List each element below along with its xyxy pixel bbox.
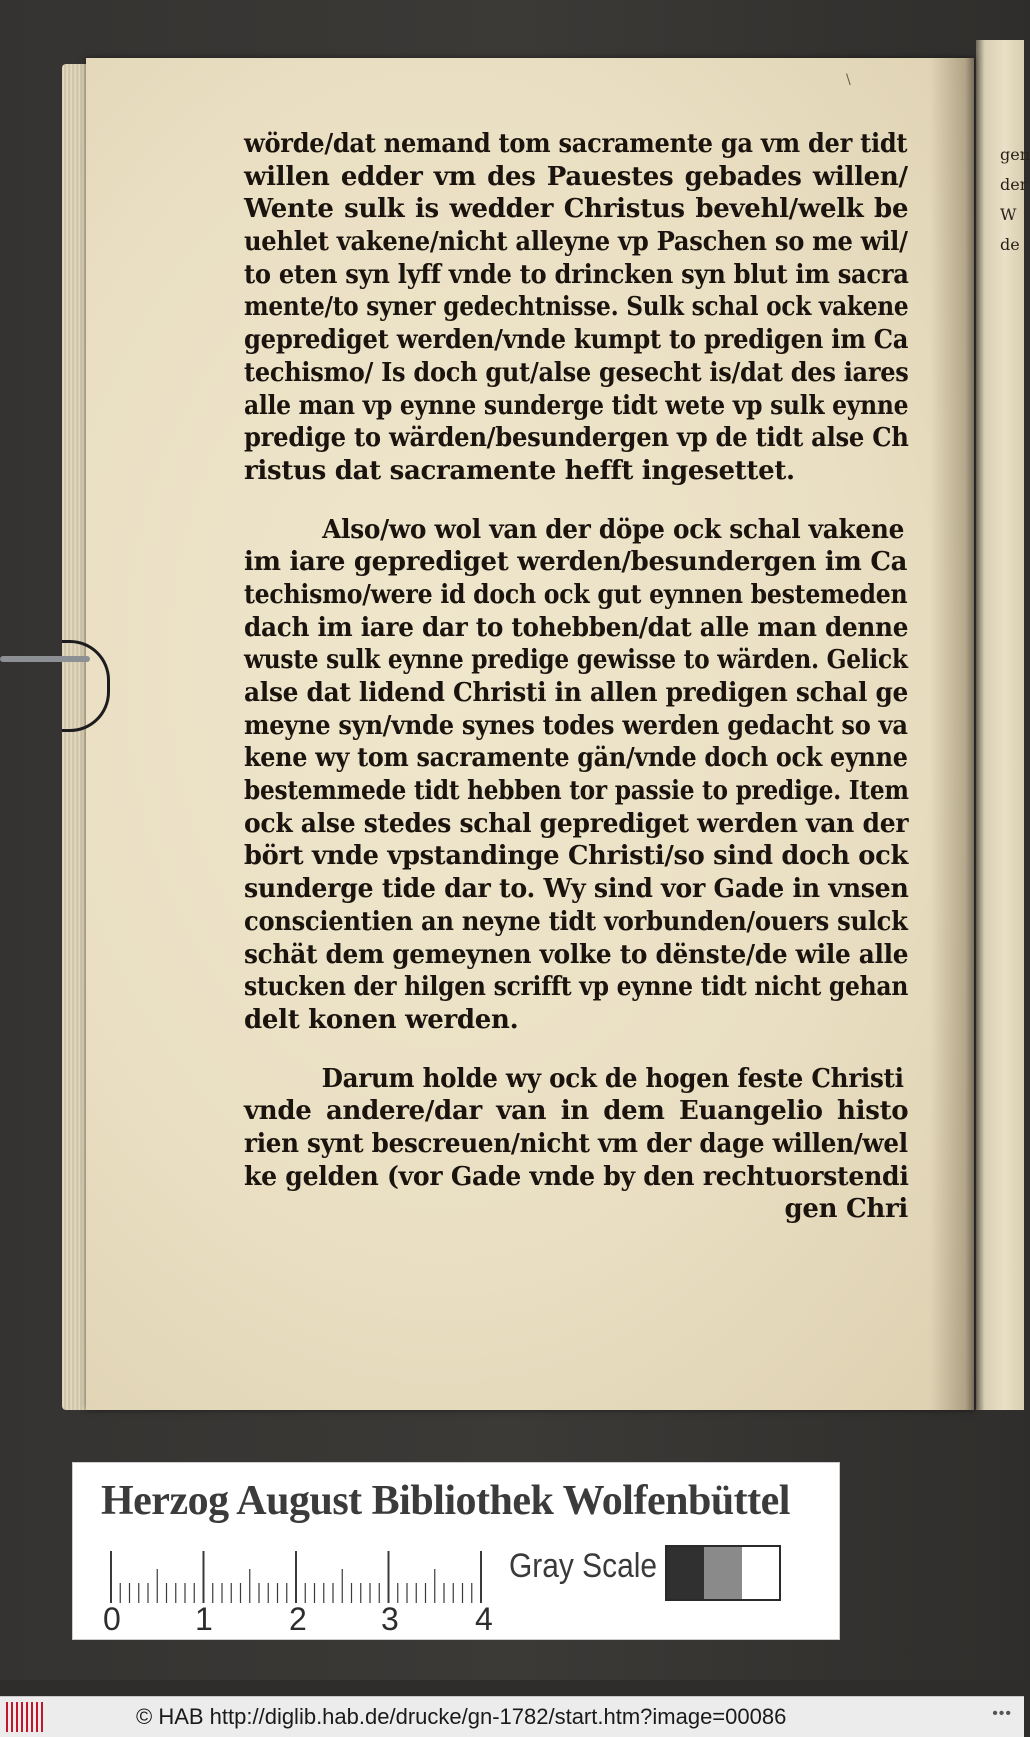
gray-swatch-mid	[704, 1547, 741, 1599]
text-line: kene wy tom sacramente gän/vnde doch ock eynne	[244, 743, 908, 774]
text-line: conscientien an neyne tidt vorbunden/ouers sulck	[244, 906, 908, 937]
text-line: uehlet vakene/nicht alleyne vp Paschen so me wil/	[244, 227, 908, 258]
text-line: geprediget werden/vnde kumpt to predigen im Ca	[244, 325, 909, 356]
text-line: wörde/dat nemand tom sacramente ga vm der tidt	[244, 129, 908, 159]
text-line: meyne syn/vnde synes todes werden gedacht so va	[244, 710, 908, 741]
status-bar	[0, 1696, 1024, 1737]
text-line: im iare geprediget werden/besundergen im Ca	[244, 547, 908, 578]
catchword: gen Chri	[784, 1194, 908, 1225]
library-title: Herzog August Bibliothek Wolfenbüttel	[101, 1478, 790, 1524]
hab-barcode-logo-icon	[6, 1702, 46, 1732]
text-line: stucken der hilgen scrifft vp eynne tidt nicht gehan	[244, 972, 909, 1003]
text-line: ock alse stedes schal geprediget werden van der	[244, 808, 909, 839]
text-line: techismo/ Is doch gut/alse gesecht is/dat des iares	[244, 357, 909, 388]
gray-scale-label: Gray Scale	[509, 1547, 658, 1585]
gray-swatch-dark	[667, 1547, 704, 1599]
ruler-number: 2	[289, 1601, 307, 1637]
page-speck: \	[846, 72, 851, 88]
facing-page-text: gen der W de	[1000, 145, 1030, 254]
text-line: rien synt bescreuen/nicht vm der dage willen/wel	[244, 1128, 908, 1159]
text-line: mente/to syner gedechtnisse. Sulk schal ock vakene	[244, 292, 909, 323]
text-line: Darum holde wy ock de hogen feste Christi	[321, 1063, 904, 1094]
ruler-numbers	[103, 1601, 523, 1635]
ruler-number: 4	[475, 1601, 493, 1637]
text-line: Wente sulk is wedder Christus bevehl/welk be	[244, 194, 909, 225]
text-line: Also/wo wol van der döpe ock schal vakene	[322, 514, 905, 545]
text-line: alle man vp eynne sunderge tidt wete vp sulk eynne	[244, 390, 909, 421]
text-line: dach im iare dar to tohebben/dat alle man denne	[244, 612, 909, 643]
text-line: bestemmede tidt hebben tor passie to predige. Item	[244, 776, 909, 807]
source-url-link[interactable]: © HAB http://diglib.hab.de/drucke/gn-1782/start.htm?image=00086	[136, 1704, 787, 1729]
ruler-number: 3	[381, 1601, 399, 1637]
more-dots-icon[interactable]: •••	[992, 1705, 1012, 1722]
text-line: vnde andere/dar van in dem Euangelio histo	[244, 1096, 909, 1127]
text-line: alse dat lidend Christi in allen predigen schal ge	[244, 678, 909, 708]
text-line: ristus dat sacramente hefft ingesettet.	[244, 455, 795, 486]
text-line: bört vnde vpstandinge Christi/so sind doch ock	[244, 841, 908, 872]
text-line: techismo/were id doch ock gut eynnen bestemeden	[244, 579, 908, 610]
text-line: willen edder vm des Pauestes gebades willen/	[244, 161, 908, 192]
text-line: delt konen werden.	[244, 1004, 519, 1035]
text-line: wuste sulk eynne predige gewisse to wärden. Gelick	[244, 645, 908, 676]
gray-scale-swatch	[665, 1545, 781, 1601]
library-label-card	[72, 1462, 840, 1640]
gutter-shadow	[930, 58, 974, 1410]
ruler-number: 1	[195, 1601, 213, 1637]
text-line: to eten syn lyff vnde to drincken syn blut im sacra	[244, 259, 909, 290]
text-line: ke gelden (vor Gade vnde by den rechtuorstendi	[244, 1161, 909, 1192]
text-line: predige to wärden/besundergen vp de tidt alse Ch	[244, 423, 909, 454]
text-line: sunderge tide dar to. Wy sind vor Gade in vnsen	[244, 874, 909, 905]
measuring-ruler	[109, 1549, 489, 1603]
ruler-ticks	[109, 1549, 489, 1603]
text-line: schät dem gemeynen volke to dënste/de wile alle	[244, 939, 909, 970]
page-text-block	[244, 128, 908, 1226]
gray-swatch-light	[742, 1547, 779, 1599]
ruler-number: 0	[103, 1601, 121, 1637]
